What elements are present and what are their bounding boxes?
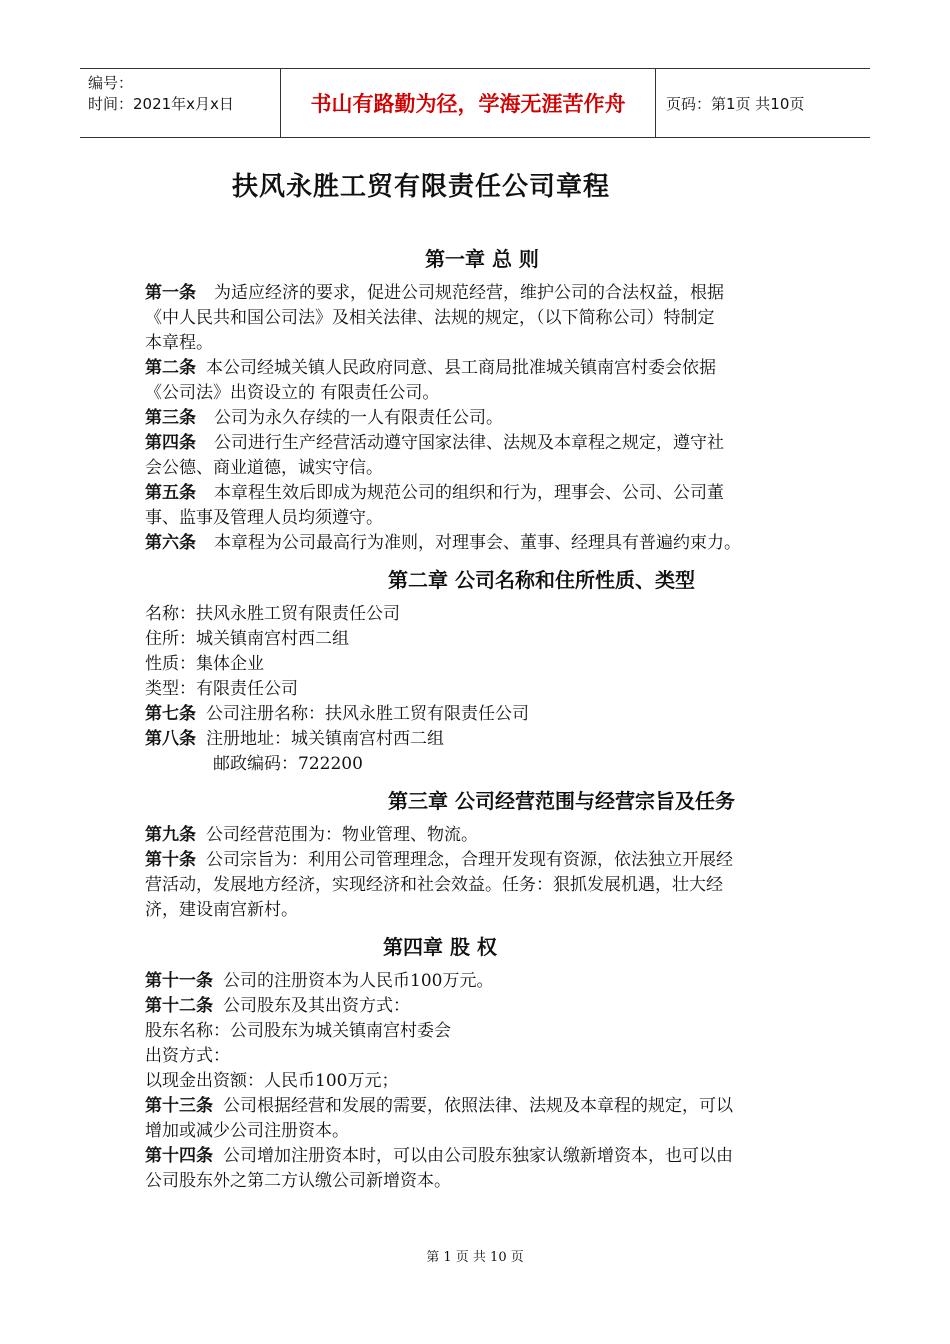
article-12: 第十二条 公司股东及其出资方式： [145, 996, 410, 1016]
company-nature: 性质：集体企业 [145, 654, 264, 674]
article-1-line-3: 本章程。 [145, 333, 213, 353]
document-title: 扶风永胜工贸有限责任公司章程 [232, 172, 611, 202]
header-meta [80, 69, 280, 137]
article-5: 第五条 本章程生效后即成为规范公司的组织和行为，理事会、公司、公司董 [145, 483, 724, 503]
shareholder-name: 股东名称：公司股东为城关镇南宫村委会 [145, 1021, 451, 1041]
company-name: 名称：扶风永胜工贸有限责任公司 [145, 604, 400, 624]
article-10-line-3: 济，建设南宫新村。 [145, 900, 298, 920]
header-slogan: 书山有路勤为径，学海无涯苦作舟 [280, 69, 656, 137]
article-label: 第九条 [145, 825, 196, 845]
doc-number-label: 编号： [88, 74, 134, 92]
article-label: 第五条 [145, 483, 196, 503]
article-label: 第十条 [145, 850, 196, 870]
article-label: 第七条 [145, 704, 196, 724]
article-1: 第一条 为适应经济的要求，促进公司规范经营，维护公司的合法权益，根据 [145, 283, 724, 303]
article-label: 第十四条 [145, 1146, 213, 1166]
article-14: 第十四条 公司增加注册资本时，可以由公司股东独家认缴新增资本，也可以由 [145, 1146, 733, 1166]
page-header [80, 68, 870, 138]
chapter-4-title: 第四章 股 权 [383, 935, 497, 959]
chapter-2-title: 第二章 公司名称和住所性质、类型 [388, 568, 695, 592]
article-2: 第二条 本公司经城关镇人民政府同意、县工商局批准城关镇南宫村委会依据 [145, 358, 716, 378]
postal-code: 邮政编码：722200 [213, 754, 363, 774]
cash-contribution: 以现金出资额：人民币100万元； [145, 1071, 399, 1091]
company-address: 住所：城关镇南宫村西二组 [145, 629, 349, 649]
article-label: 第六条 [145, 533, 196, 553]
article-2-line-2: 《公司法》出资设立的 有限责任公司。 [145, 383, 440, 403]
article-11: 第十一条 公司的注册资本为人民币100万元。 [145, 971, 494, 991]
article-label: 第二条 [145, 358, 196, 378]
article-label: 第十三条 [145, 1096, 213, 1116]
header-page-info: 页码：第1页 共10页 [666, 94, 805, 113]
article-label: 第三条 [145, 408, 196, 428]
article-3: 第三条 公司为永久存续的一人有限责任公司。 [145, 408, 503, 428]
doc-time-label: 时间：2021年x月x日 [88, 95, 234, 113]
company-type: 类型：有限责任公司 [145, 679, 298, 699]
article-5-line-2: 事、监事及管理人员均须遵守。 [145, 508, 383, 528]
article-1-line-2: 《中人民共和国公司法》及相关法律、法规的规定，（以下简称公司）特制定 [145, 308, 715, 328]
article-9: 第九条 公司经营范围为：物业管理、物流。 [145, 825, 478, 845]
article-7: 第七条 公司注册名称：扶风永胜工贸有限责任公司 [145, 704, 529, 724]
article-10: 第十条 公司宗旨为：利用公司管理理念，合理开发现有资源，依法独立开展经 [145, 850, 733, 870]
article-label: 第一条 [145, 283, 196, 303]
article-label: 第十一条 [145, 971, 213, 991]
article-14-line-2: 公司股东外之第二方认缴公司新增资本。 [145, 1171, 451, 1191]
article-4: 第四条 公司进行生产经营活动遵守国家法律、法规及本章程之规定，遵守社 [145, 433, 724, 453]
document-body [145, 245, 805, 1194]
chapter-3-title: 第三章 公司经营范围与经营宗旨及任务 [388, 789, 735, 813]
page-footer: 第 1 页 共 10 页 [426, 1250, 524, 1265]
chapter-1-title: 第一章 总 则 [425, 247, 539, 271]
article-4-line-2: 会公德、商业道德，诚实守信。 [145, 458, 383, 478]
article-label: 第十二条 [145, 996, 213, 1016]
article-10-line-2: 营活动，发展地方经济，实现经济和社会效益。任务：狠抓发展机遇，壮大经 [145, 875, 723, 895]
contribution-method: 出资方式： [145, 1046, 230, 1066]
article-13-line-2: 增加或减少公司注册资本。 [145, 1121, 349, 1141]
article-6: 第六条 本章程为公司最高行为准则，对理事会、董事、经理具有普遍约束力。 [145, 533, 741, 553]
article-13: 第十三条 公司根据经营和发展的需要，依照法律、法规及本章程的规定，可以 [145, 1096, 733, 1116]
article-label: 第八条 [145, 729, 196, 749]
article-8: 第八条 注册地址：城关镇南宫村西二组 [145, 729, 444, 749]
article-label: 第四条 [145, 433, 196, 453]
